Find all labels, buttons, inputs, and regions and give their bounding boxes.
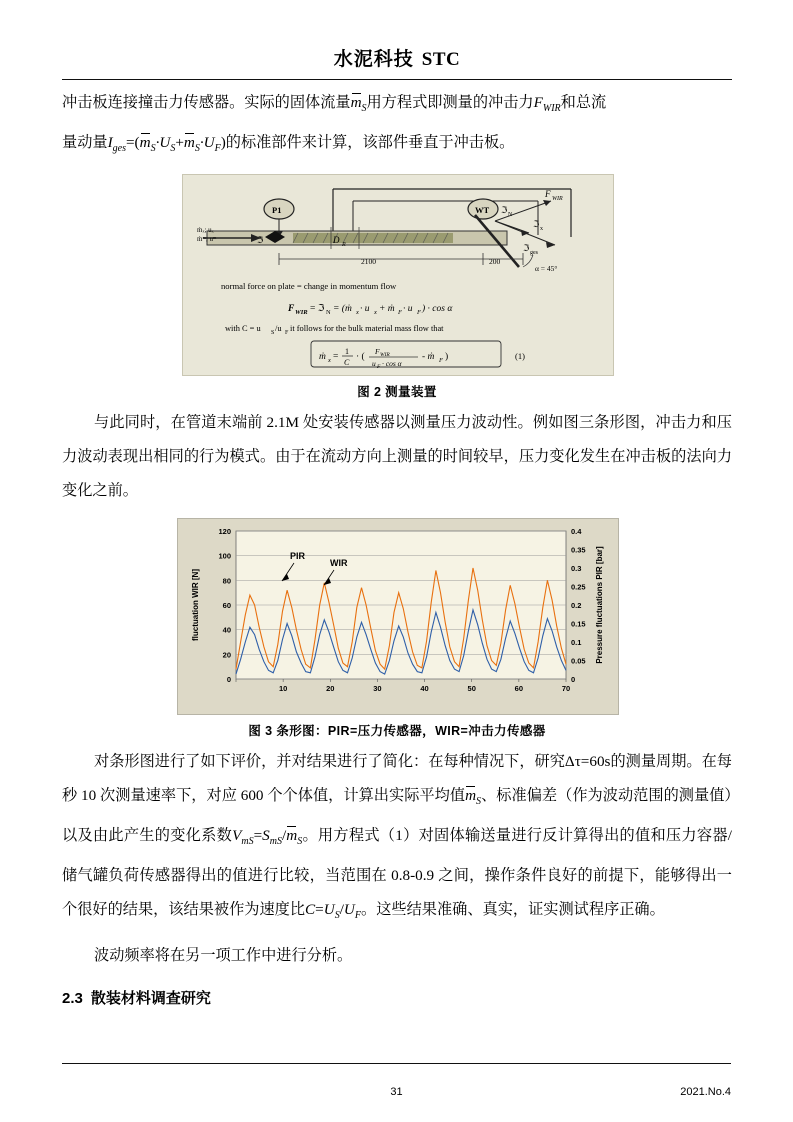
svg-text:/u: /u	[275, 324, 282, 334]
footer-rule	[62, 1063, 731, 1064]
svg-text:30: 30	[373, 684, 382, 694]
p1-plus: +	[175, 134, 184, 152]
svg-text:- ṁ: - ṁ	[422, 352, 435, 363]
paragraph-3	[62, 739, 732, 933]
page-number: 31	[390, 1086, 403, 1098]
svg-text:60: 60	[514, 684, 524, 694]
p3-m2-sub: S	[297, 836, 303, 848]
p3-text-a: 对条形图进行了如下评价，并对结果进行了简化：在每种情况下，研究Δτ=60s的测量周期。在每秒 10 次测量速率下，对应 600 个个体值，计算出实际平均值	[62, 753, 732, 805]
svg-text:F: F	[375, 347, 380, 357]
svg-text:= (ṁ: = (ṁ	[333, 304, 352, 315]
fluctuation-chart	[178, 519, 618, 714]
p3-slash: /	[282, 827, 287, 845]
p1-text-c: 和总流	[560, 94, 607, 111]
svg-text:0.05: 0.05	[571, 656, 586, 666]
section-number: 2.3	[62, 990, 83, 1008]
figure-3-wrapper	[177, 518, 617, 739]
p3-v-sub: mS	[241, 836, 254, 848]
label-s3: ℑ	[257, 235, 264, 246]
svg-text:N: N	[326, 309, 331, 317]
p3-v: V	[232, 827, 242, 845]
svg-text:x: x	[356, 309, 359, 317]
journal-title-cn: 水泥科技	[333, 49, 414, 70]
label-db: D	[333, 235, 340, 246]
p3-s: S	[262, 827, 270, 845]
svg-text:20: 20	[222, 650, 231, 660]
svg-text:120: 120	[218, 527, 231, 537]
p3-us: U	[323, 901, 335, 919]
p3-slash2: /	[339, 901, 344, 919]
svg-text:WIR: WIR	[380, 352, 390, 359]
p3-text-c: 。用方程式（1）对固体输送量进行反计算得出的值和压力容器/储气罐负荷传感器得出的值进行比较，当范围在 0.8-0.9 之间，操作条件良好的前提下，能够得出一个很好的结果，该结果被作为速度比	[62, 827, 732, 919]
svg-text:x: x	[328, 357, 331, 365]
svg-text:60: 60	[222, 601, 231, 611]
svg-text:0.25: 0.25	[571, 582, 586, 592]
label-dim-200: 200	[489, 257, 501, 267]
p1-u1-sub: S	[170, 143, 176, 155]
fig2-line1: normal force on plate = change in momentum flow	[221, 281, 397, 292]
section-heading	[62, 987, 732, 1008]
figure-3-chart	[177, 518, 619, 715]
svg-text:F: F	[285, 330, 289, 337]
p1-f-sub: WIR	[542, 103, 561, 115]
svg-text:· u: · u	[403, 304, 413, 315]
svg-text:10: 10	[278, 684, 288, 694]
label-fwir: F	[545, 189, 551, 200]
p1-mdot2-sub: S	[150, 143, 156, 155]
p3-eq2: =	[315, 901, 324, 919]
figure-3-caption: 图 3 条形图：PIR=压力传感器，WIR=冲击力传感器	[248, 724, 546, 739]
svg-text:+ ṁ: + ṁ	[379, 304, 395, 315]
fig2-line2: F	[288, 304, 295, 315]
p3-m1-sub: S	[476, 796, 482, 808]
svg-text:50: 50	[467, 684, 476, 694]
svg-text:=: =	[333, 352, 339, 363]
p1-mdot2: m	[139, 134, 151, 152]
svg-text:it follows for the bulk materi: it follows for the bulk material mass flow that	[290, 324, 444, 334]
p3-eq: =	[253, 827, 263, 845]
svg-text:WIR: WIR	[330, 558, 348, 569]
paragraph-1	[62, 80, 732, 166]
svg-text:0.35: 0.35	[571, 545, 586, 555]
svg-text:0: 0	[571, 675, 576, 685]
svg-text:1: 1	[345, 347, 349, 357]
p3-c-var: C	[305, 901, 316, 919]
issue-label: 2021.No.4	[680, 1086, 731, 1098]
journal-masthead	[62, 0, 732, 71]
p3-text-b: 、标准偏差（作为波动范围的测量值）以及由此产生的变化系数	[62, 787, 733, 845]
p1-i-sub: ges	[112, 143, 126, 155]
p1-mdot-sub: S	[361, 103, 367, 115]
svg-text:0: 0	[226, 675, 231, 685]
svg-text:fluctuation WIR [N]: fluctuation WIR [N]	[191, 569, 200, 642]
p1-dot-u1: ·U	[155, 134, 171, 152]
paragraph-2: 与此同时，在管道末端前 2.1M 处安装传感器以测量压力波动性。例如图三条形图，冲击力和压力波动表现出相同的行为模式。由于在流动方向上测量的时间较早，压力变化发生在冲击板的法向力变化之前。	[62, 414, 732, 500]
p3-s-sub: mS	[269, 836, 282, 848]
p1-dot-u2: ·U	[199, 134, 215, 152]
svg-text:0.2: 0.2	[571, 601, 582, 611]
figure-2-image	[182, 174, 614, 376]
svg-text:0.15: 0.15	[571, 619, 586, 629]
p1-text-b: 用方程式即测量的冲击力	[366, 94, 534, 111]
svg-text:0.4: 0.4	[571, 527, 582, 537]
svg-text:0.1: 0.1	[571, 638, 582, 648]
svg-text:PIR: PIR	[290, 551, 306, 562]
svg-text:u: u	[372, 359, 376, 369]
p1-mdot3-sub: S	[194, 143, 200, 155]
svg-text:Pressure fluctuations PIR [bar: Pressure fluctuations PIR [bar]	[595, 546, 604, 664]
p1-u2-sub: F	[214, 143, 221, 155]
figure-2-caption: 图 2 测量装置	[357, 385, 437, 400]
fig2-line2-rest: = ℑ	[310, 304, 325, 315]
label-db-sub: R	[342, 242, 346, 249]
label-sn-sub: N	[508, 212, 513, 219]
label-sges-sub: ges	[530, 250, 538, 257]
svg-text:F: F	[439, 357, 443, 365]
p3-uf: U	[343, 901, 355, 919]
label-fwir-sub: WIR	[552, 196, 563, 203]
label-sx: ℑ	[533, 219, 540, 230]
svg-text:): )	[445, 352, 449, 363]
p3-m2: m	[286, 827, 298, 845]
svg-text:C: C	[344, 358, 350, 368]
label-dim-2100: 2100	[361, 257, 376, 267]
p1-text-d: 量动量	[62, 134, 108, 152]
page-content	[62, 0, 732, 1122]
svg-text:) · cos α: ) · cos α	[422, 304, 453, 315]
section-title: 散装材料调查研究	[90, 990, 211, 1008]
p1-text-f: )的标准部件来计算，该部件垂直于冲击板。	[220, 134, 515, 152]
svg-text:0.3: 0.3	[571, 564, 582, 574]
svg-text:20: 20	[326, 684, 335, 694]
p1-text-e: =(	[125, 134, 140, 152]
svg-text:· (: · (	[356, 352, 365, 363]
p1-text-a: 冲击板连接撞击力传感器。实际的固体流量	[62, 94, 351, 111]
svg-text:· cos α: · cos α	[382, 359, 402, 369]
measurement-device-diagram	[183, 175, 613, 375]
label-alpha: α = 45°	[535, 264, 558, 274]
svg-text:100: 100	[218, 551, 231, 561]
p1-f: F	[533, 94, 543, 111]
label-sn: ℑ	[501, 205, 508, 216]
p3-us-sub: S	[334, 910, 340, 922]
label-mf: ṁᵐ; uᵐ	[197, 235, 217, 244]
p3-text-d: 。这些结果准确、真实，证实测试程序正确。	[361, 901, 665, 919]
label-wt: WT	[475, 205, 490, 216]
svg-text:· u: · u	[360, 304, 370, 315]
figure-2-wrapper	[182, 174, 612, 400]
p1-i: I	[107, 134, 113, 152]
svg-text:F: F	[398, 309, 402, 317]
p1-mdot: m	[350, 94, 362, 111]
svg-text:40: 40	[420, 684, 429, 694]
paragraph-4: 波动频率将在另一项工作中进行分析。	[94, 947, 353, 965]
label-sx-sub: x	[540, 226, 543, 233]
fig2-line3: with C = u	[225, 324, 261, 334]
p3-uf-sub: F	[354, 910, 361, 922]
fig2-line4: ṁ	[319, 352, 326, 363]
p3-m1: m	[465, 787, 477, 805]
journal-title-en: STC	[421, 49, 461, 70]
svg-text:WIR: WIR	[295, 309, 308, 317]
svg-text:F: F	[377, 364, 381, 371]
p1-mdot3: m	[183, 134, 195, 152]
svg-text:80: 80	[222, 576, 231, 586]
fig2-eqnum: (1)	[515, 351, 525, 362]
label-mx: ṁₓ; uₓ	[197, 226, 214, 235]
label-sges: ℑ	[523, 243, 530, 254]
svg-text:70: 70	[561, 684, 571, 694]
svg-text:x: x	[374, 309, 377, 317]
svg-text:S: S	[271, 330, 275, 337]
svg-text:F: F	[417, 309, 421, 317]
svg-text:40: 40	[222, 625, 231, 635]
label-p1: P1	[272, 205, 282, 216]
